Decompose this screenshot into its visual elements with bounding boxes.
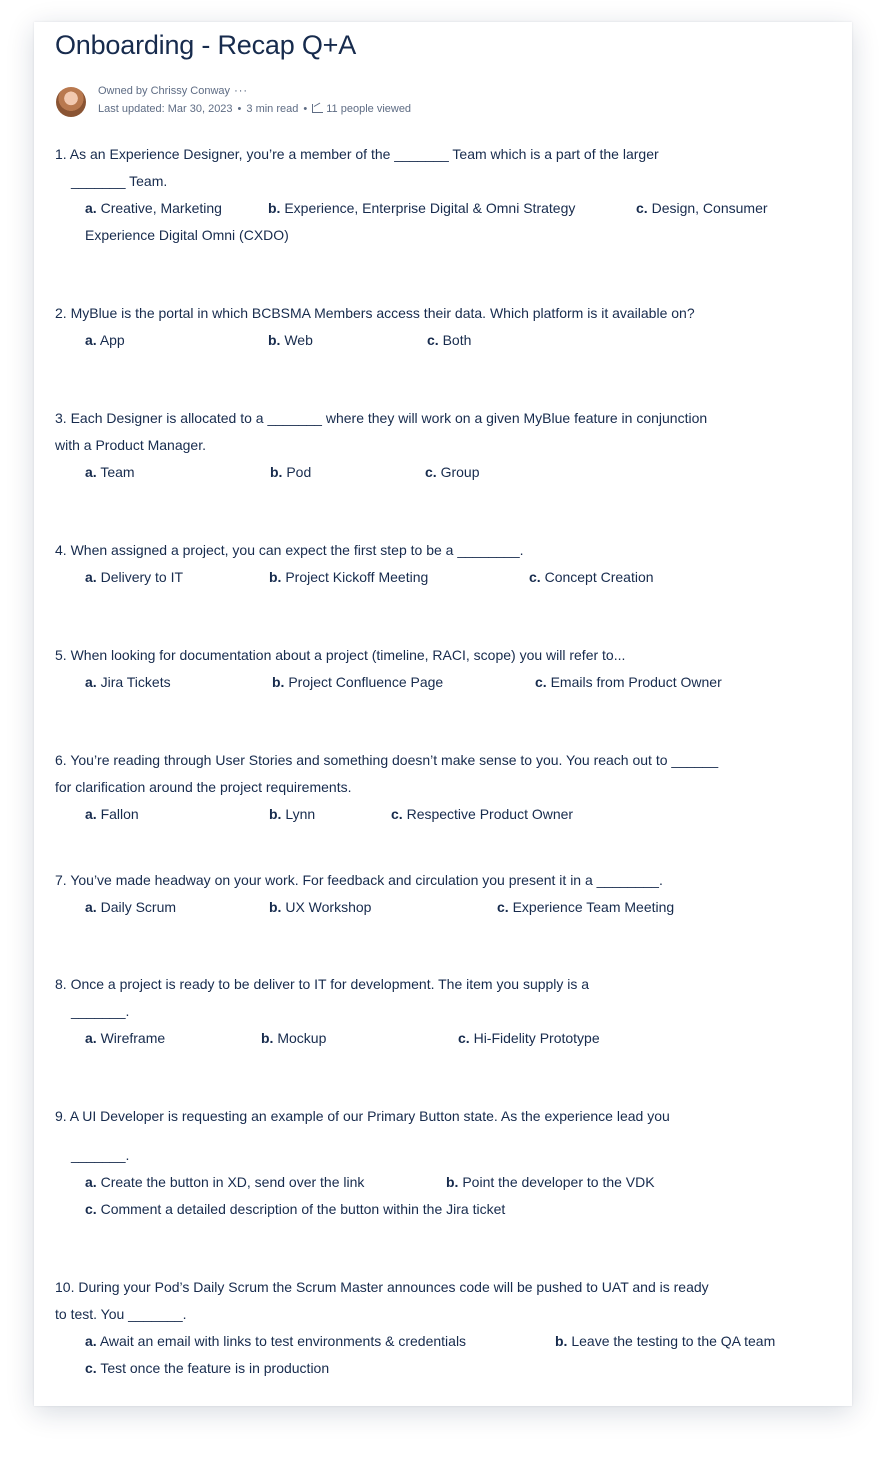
read-time: 3 min read: [246, 103, 299, 115]
question-10: [55, 1274, 815, 1382]
avatar[interactable]: [56, 87, 86, 117]
views-count[interactable]: 11 people viewed: [326, 103, 412, 115]
question-text-cont: _______ Team.: [71, 173, 168, 189]
option-b: b. UX Workshop: [269, 899, 372, 915]
question-text: 2. MyBlue is the portal in which BCBSMA Members access their data. Which platform is it available on?: [55, 305, 695, 321]
option-c: c. Both: [427, 332, 472, 348]
option-a: a. Create the button in XD, send over the link: [85, 1174, 365, 1190]
page-card: [34, 22, 852, 1406]
option-c: c. Hi-Fidelity Prototype: [458, 1030, 600, 1046]
option-c: c. Respective Product Owner: [391, 806, 574, 822]
option-a: a. Daily Scrum: [85, 899, 177, 915]
question-4: [55, 537, 815, 591]
last-updated[interactable]: Last updated: Mar 30, 2023: [98, 103, 233, 115]
question-2: [55, 300, 815, 354]
option-b: b. Project Kickoff Meeting: [269, 569, 429, 585]
analytics-icon: [312, 104, 323, 113]
answer-options: [55, 195, 815, 222]
question-text-cont: _______.: [71, 1147, 130, 1163]
option-a: a. Await an email with links to test environments & credentials: [85, 1333, 467, 1349]
option-b: b. Point the developer to the VDK: [446, 1174, 655, 1190]
question-text: 1. As an Experience Designer, you’re a member of the _______ Team which is a part of the larger: [55, 146, 659, 162]
option-a: a. Jira Tickets: [85, 674, 171, 690]
question-text-cont: with a Product Manager.: [55, 437, 206, 453]
answer-options: [55, 564, 815, 591]
option-a: a. Delivery to IT: [85, 569, 184, 585]
question-text: 5. When looking for documentation about a project (timeline, RACI, scope) you will refer to...: [55, 647, 626, 663]
option-c: c. Test once the feature is in production: [85, 1360, 330, 1376]
question-text: 4. When assigned a project, you can expect the first step to be a ________.: [55, 542, 524, 558]
question-7: [55, 867, 815, 921]
option-c: c. Design, Consumer: [636, 200, 768, 216]
option-b: b. Pod: [270, 464, 312, 480]
option-a: a. Team: [85, 464, 135, 480]
answer-options: [55, 801, 815, 828]
question-1: [55, 141, 815, 249]
question-8: [55, 971, 815, 1052]
question-text-cont: _______.: [71, 1003, 130, 1019]
question-text: 8. Once a project is ready to be deliver to IT for development. The item you supply is a: [55, 976, 590, 992]
more-actions-icon[interactable]: ···: [234, 85, 249, 97]
question-text-cont: for clarification around the project requirements.: [55, 779, 352, 795]
option-a: a. Fallon: [85, 806, 139, 822]
answer-options: [55, 894, 815, 921]
question-text: 9. A UI Developer is requesting an example of our Primary Button state. As the experience lead you: [55, 1108, 670, 1124]
option-c: c. Group: [425, 464, 480, 480]
question-5: [55, 642, 815, 696]
question-3: [55, 405, 815, 486]
option-c: c. Experience Team Meeting: [497, 899, 675, 915]
option-c-cont: Experience Digital Omni (CXDO): [85, 227, 289, 243]
page-meta: [98, 103, 411, 115]
owned-by-text[interactable]: Owned by Chrissy Conway: [98, 85, 231, 97]
separator-dot: •: [237, 103, 242, 115]
answer-options: [55, 669, 815, 696]
option-b: b. Experience, Enterprise Digital & Omni Strategy: [268, 200, 576, 216]
question-text: 7. You’ve made headway on your work. For feedback and circulation you present it in a ________.: [55, 872, 663, 888]
option-c: c. Emails from Product Owner: [535, 674, 722, 690]
question-text: 6. You’re reading through User Stories and something doesn’t make sense to you. You reach out to ______: [55, 752, 719, 768]
option-b: b. Leave the testing to the QA team: [555, 1333, 776, 1349]
answer-options: [55, 1328, 815, 1355]
question-text: 10. During your Pod’s Daily Scrum the Scrum Master announces code will be pushed to UAT and is ready: [55, 1279, 709, 1295]
question-text: 3. Each Designer is allocated to a _______ where they will work on a given MyBlue feature in conjunction: [55, 410, 708, 426]
option-b: b. Lynn: [269, 806, 316, 822]
option-a: a. Wireframe: [85, 1030, 166, 1046]
option-a: a. Creative, Marketing: [85, 200, 222, 216]
option-c: c. Concept Creation: [529, 569, 654, 585]
answer-options-row-2: [55, 1355, 815, 1382]
answer-options: [55, 459, 815, 486]
answer-options: [55, 1169, 815, 1196]
question-text-cont: to test. You _______.: [55, 1306, 187, 1322]
answer-options-row-2: [55, 1196, 815, 1223]
owner-line: [98, 85, 248, 97]
option-b: b. Mockup: [261, 1030, 327, 1046]
question-9: [55, 1103, 815, 1223]
answer-options: [55, 1025, 815, 1052]
separator-dot: •: [303, 103, 308, 115]
option-b: b. Web: [268, 332, 313, 348]
byline: [56, 85, 656, 121]
option-b: b. Project Confluence Page: [272, 674, 444, 690]
option-c: c. Comment a detailed description of the button within the Jira ticket: [85, 1201, 506, 1217]
page-title: Onboarding - Recap Q+A: [55, 30, 357, 60]
question-6: [55, 747, 815, 828]
answer-options: [55, 327, 815, 354]
option-a: a. App: [85, 332, 125, 348]
